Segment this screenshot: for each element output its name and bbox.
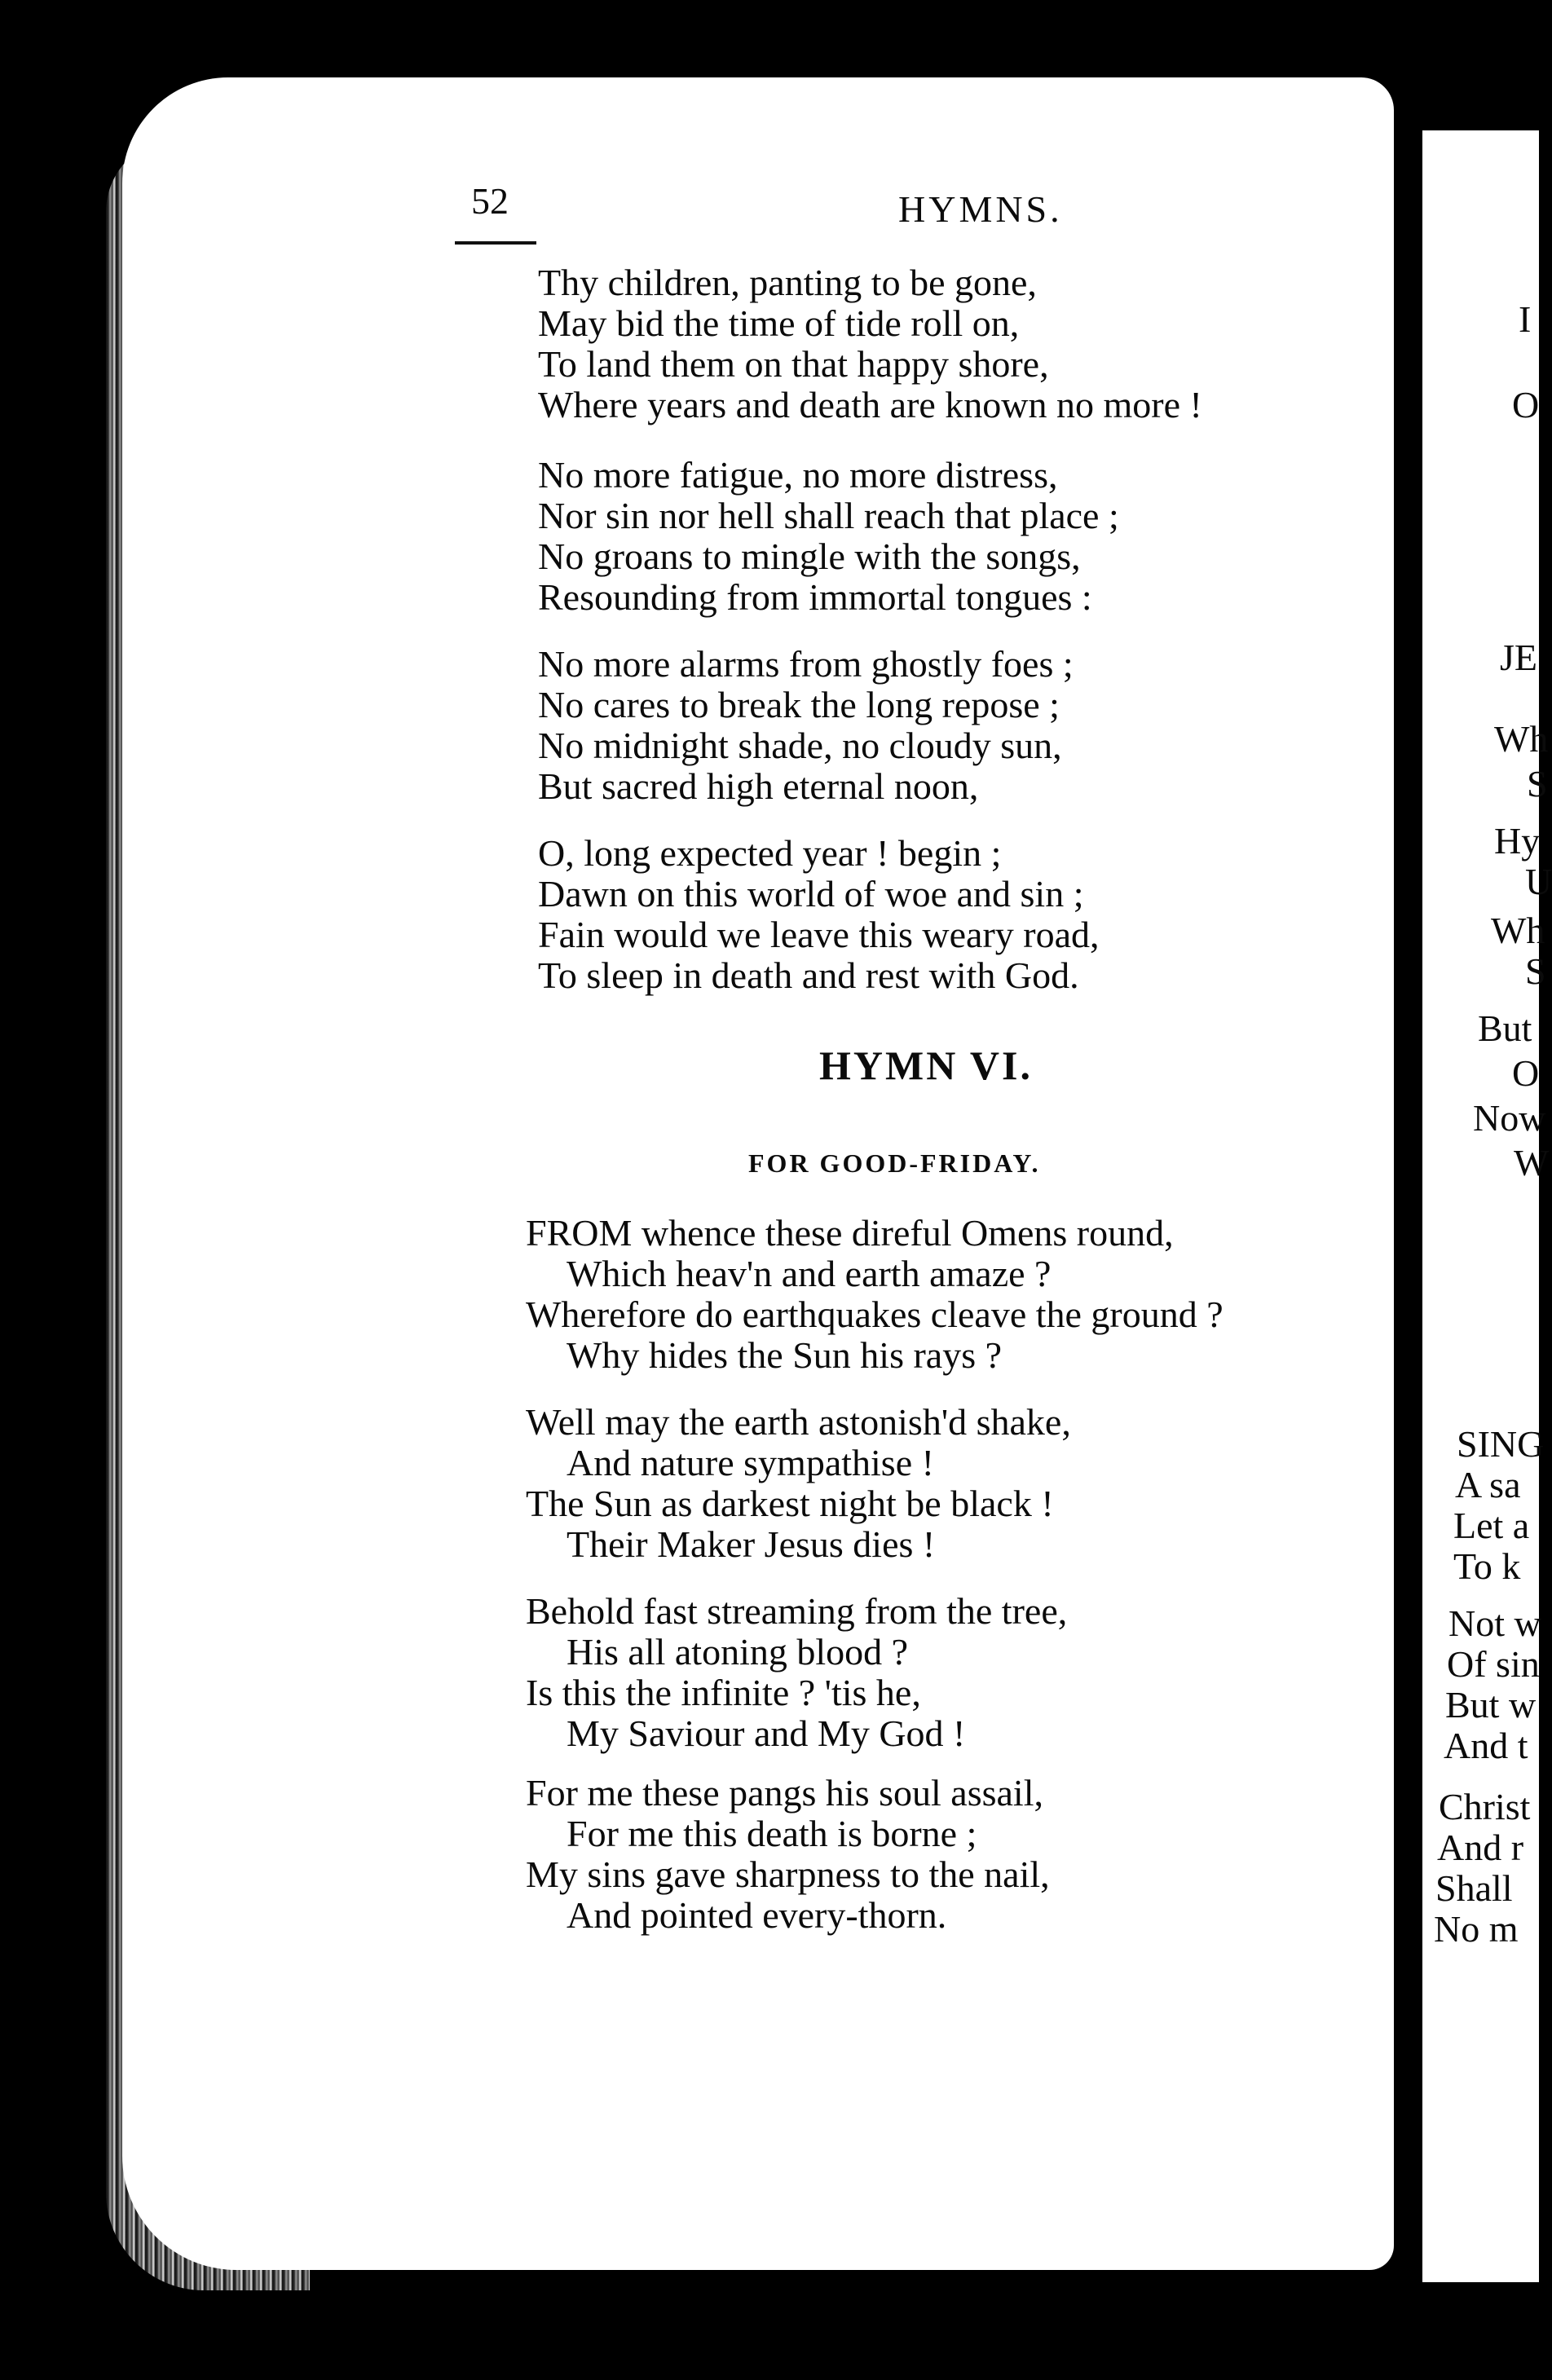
facing-fragment: U: [1525, 861, 1552, 902]
verse-line: For me this death is borne ;: [567, 1813, 977, 1854]
facing-fragment: JE: [1500, 637, 1537, 678]
facing-fragment: But: [1478, 1007, 1532, 1049]
facing-fragment: O: [1512, 1052, 1540, 1094]
facing-fragment: A sa: [1455, 1464, 1521, 1505]
verse-line: And pointed every-thorn.: [567, 1894, 947, 1936]
verse-line: Why hides the Sun his rays ?: [567, 1334, 1003, 1376]
verse-line: To sleep in death and rest with God.: [538, 954, 1079, 996]
facing-fragment: S: [1527, 763, 1548, 804]
verse-line: No more alarms from ghostly foes ;: [538, 643, 1074, 685]
header-rule: [455, 241, 536, 245]
running-head: HYMNS.: [898, 188, 1063, 230]
verse-line: Which heav'n and earth amaze ?: [567, 1253, 1052, 1294]
verse-line: Thy children, panting to be gone,: [538, 262, 1037, 303]
verse-line: Where years and death are known no more !: [538, 384, 1202, 425]
verse-line: To land them on that happy shore,: [538, 343, 1049, 385]
facing-fragment: Not w: [1448, 1602, 1541, 1644]
facing-fragment: And t: [1444, 1725, 1528, 1766]
verse-line: Is this the infinite ? 'tis he,: [526, 1672, 921, 1713]
facing-fragment: No m: [1434, 1908, 1519, 1950]
facing-fragment: S: [1525, 950, 1546, 992]
verse-line: Resounding from immortal tongues :: [538, 576, 1092, 618]
verse-line: My sins gave sharpness to the nail,: [526, 1853, 1050, 1895]
verse-line: No more fatigue, no more distress,: [538, 454, 1058, 496]
verse-line: For me these pangs his soul assail,: [526, 1772, 1043, 1814]
verse-line: Nor sin nor hell shall reach that place ;: [538, 495, 1119, 536]
page-number: 52: [471, 180, 509, 222]
verse-line: Fain would we leave this weary road,: [538, 914, 1100, 955]
facing-fragment: But w: [1445, 1684, 1537, 1726]
verse-line: But sacred high eternal noon,: [538, 765, 979, 807]
verse-line: No groans to mingle with the songs,: [538, 536, 1081, 577]
facing-fragment: Shall: [1435, 1867, 1513, 1909]
verse-line: Their Maker Jesus dies !: [567, 1523, 936, 1565]
facing-fragment: Christ: [1439, 1786, 1531, 1827]
verse-line: Dawn on this world of woe and sin ;: [538, 873, 1084, 915]
facing-fragment: And r: [1437, 1827, 1524, 1868]
facing-fragment: SING: [1457, 1423, 1545, 1465]
hymn-title: HYMN VI.: [819, 1042, 1033, 1088]
facing-fragment: Of sin: [1447, 1643, 1540, 1685]
verse-line: O, long expected year ! begin ;: [538, 832, 1002, 874]
facing-page-text: [1422, 130, 1552, 2282]
facing-fragment: To k: [1453, 1545, 1521, 1587]
verse-line: Well may the earth astonish'd shake,: [526, 1401, 1071, 1443]
facing-fragment: Wh: [1494, 718, 1549, 760]
verse-line: Behold fast streaming from the tree,: [526, 1590, 1068, 1632]
facing-fragment: W: [1514, 1142, 1550, 1183]
verse-line: My Saviour and My God !: [567, 1712, 966, 1754]
facing-fragment: Now: [1473, 1097, 1546, 1139]
facing-fragment: Hy: [1494, 820, 1541, 862]
verse-line: No cares to break the long repose ;: [538, 684, 1060, 725]
hymn-subtitle: FOR GOOD-FRIDAY.: [748, 1148, 1041, 1178]
facing-fragment: Let a: [1453, 1505, 1530, 1546]
facing-fragment: Wh: [1491, 910, 1545, 951]
verse-line: FROM whence these direful Omens round,: [526, 1212, 1174, 1254]
verse-line: And nature sympathise !: [567, 1442, 934, 1483]
verse-line: No midnight shade, no cloudy sun,: [538, 725, 1062, 766]
verse-line: The Sun as darkest night be black !: [526, 1483, 1054, 1524]
facing-fragment: O: [1512, 384, 1540, 425]
verse-line: May bid the time of tide roll on,: [538, 302, 1020, 344]
facing-fragment: I: [1519, 298, 1532, 340]
verse-line: His all atoning blood ?: [567, 1631, 909, 1673]
verse-line: Wherefore do earthquakes cleave the ground ?: [526, 1294, 1224, 1335]
